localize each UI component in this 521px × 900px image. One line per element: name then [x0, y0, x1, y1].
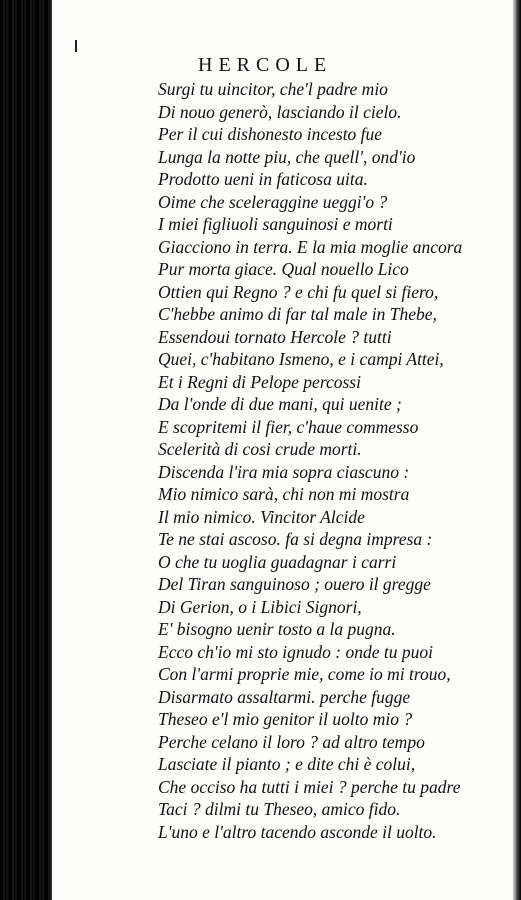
verse-line: Il mio nimico. Vincitor Alcide: [158, 506, 365, 527]
verse-line: Per il cui dishonesto incesto fue: [158, 124, 383, 144]
verse-line: Pur morta giace. Qual nouello Lico: [158, 259, 409, 279]
verse-line: Con l'armi proprie mie, come io mi trouo,: [158, 664, 451, 684]
margin-mark: [75, 40, 77, 52]
verse-line: E' bisogno uenir tosto a la pugna.: [158, 619, 396, 639]
verse-line: Del Tiran sanguinoso ; ouero il gregge: [158, 574, 431, 594]
verse-line: Theseo e'l mio genitor il uolto mio ?: [158, 709, 413, 729]
verse-line: Et i Regni di Pelope percossi: [158, 371, 361, 392]
verse-line: C'hebbe animo di far tal male in Thebe,: [158, 304, 437, 324]
verse-line: Lunga la notte piu, che quell', ond'io: [158, 146, 416, 167]
verse-line: Lasciate il pianto ; e dite chi è colui,: [158, 754, 416, 774]
verse-line: Da l'onde di due mani, qui uenite ;: [158, 394, 402, 414]
verse-line: Perche celano il loro ? ad altro tempo: [158, 731, 425, 752]
verse-line: Taci ? dilmi tu Theseo, amico fido.: [158, 799, 401, 819]
verse-line: Ottien qui Regno ? e chi fu quel si fiero,: [158, 281, 439, 302]
verse-line: Giacciono in terra. E la mia moglie ancora: [158, 236, 463, 257]
verse-line: I miei figliuoli sanguinosi e morti: [158, 214, 393, 234]
verse-line: Prodotto ueni in faticosa uita.: [158, 169, 368, 189]
verse-line: E scopritemi il fier, c'haue commesso: [158, 416, 419, 437]
verse-line: Surgi tu uincitor, che'l padre mio: [158, 79, 388, 99]
book-binding-gutter: [0, 0, 52, 900]
verse-line: L'uno e l'altro tacendo asconde il uolto.: [158, 821, 437, 842]
verse-line: O che tu uoglia guadagnar i carri: [158, 551, 397, 572]
verse-line: Discenda l'ira mia sopra ciascuno :: [158, 461, 410, 482]
verse-line: Di Gerion, o i Libici Signori,: [158, 596, 362, 617]
verse-line: Te ne stai ascoso. fa si degna impresa :: [158, 529, 433, 549]
running-head: HERCOLE: [198, 54, 333, 76]
verse-line: Di nouo generò, lasciando il cielo.: [158, 101, 402, 122]
verse-line: Scelerità di cosi crude morti.: [158, 439, 362, 459]
verse-line: Mio nimico sarà, chi non mi mostra: [158, 484, 410, 504]
verse-text: [158, 78, 508, 843]
verse-line: Essendoui tornato Hercole ? tutti: [158, 326, 392, 347]
verse-line: Che occiso ha tutti i miei ? perche tu padre: [158, 776, 461, 797]
verse-line: Oime che sceleraggine ueggi'o ?: [158, 191, 388, 212]
verse-line: Disarmato assaltarmi. perche fugge: [158, 686, 411, 707]
verse-line: Ecco ch'io mi sto ignudo : onde tu puoi: [158, 641, 433, 662]
verse-line: Quei, c'habitano Ismeno, e i campi Attei,: [158, 349, 444, 369]
page-edge-shadow: [512, 0, 521, 900]
